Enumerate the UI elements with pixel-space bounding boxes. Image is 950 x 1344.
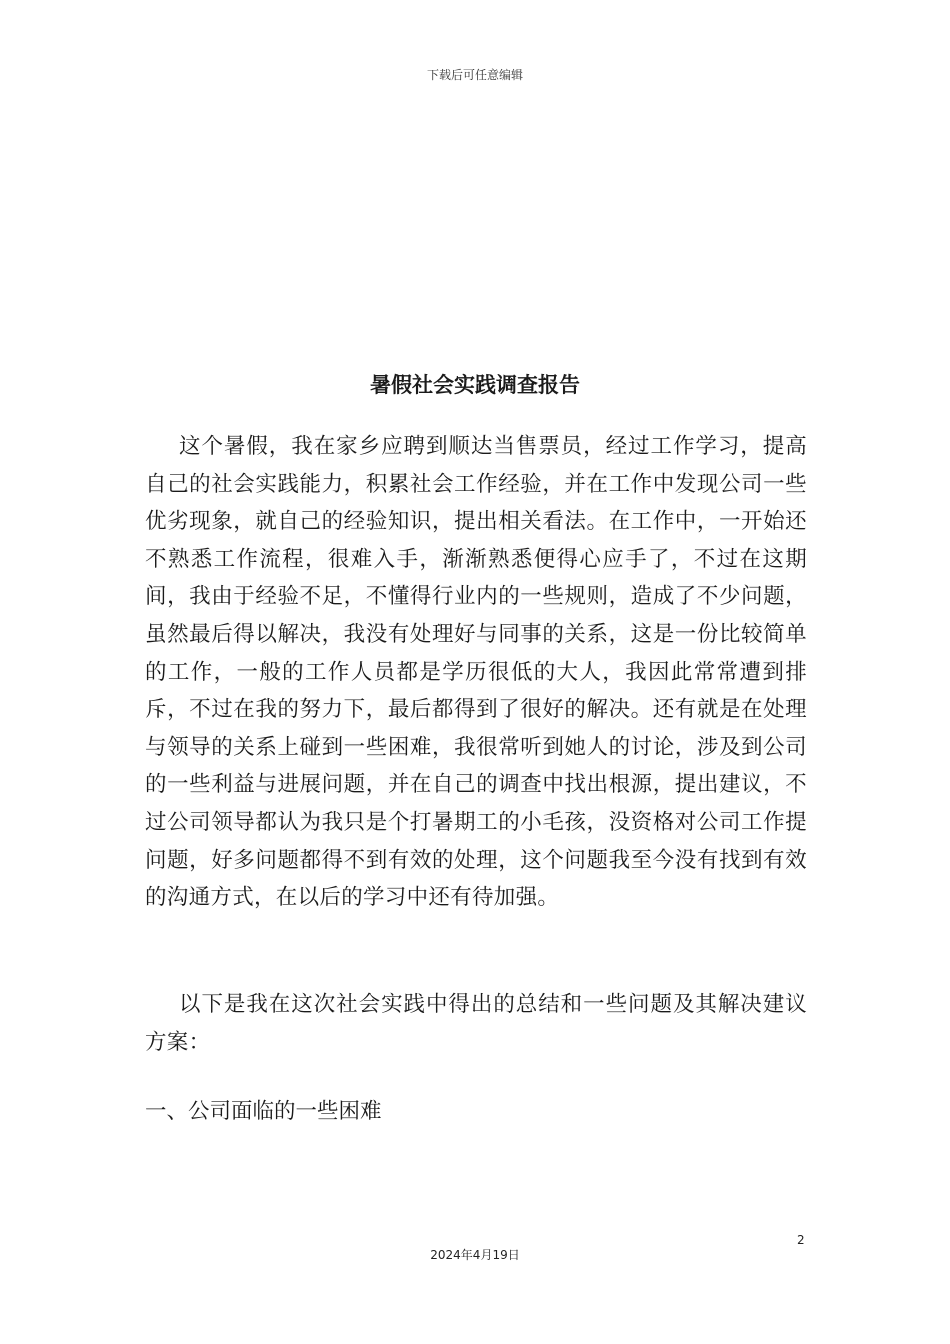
footer-date: 2024年4月19日: [430, 1248, 520, 1262]
document-title: 暑假社会实践调查报告: [370, 373, 580, 397]
page-number: 2: [797, 1233, 805, 1247]
header-note: 下载后可任意编辑: [426, 68, 523, 82]
section-heading: 一、公司面临的一些困难: [145, 1099, 382, 1124]
body-paragraph-1: 这个暑假，我在家乡应聘到顺达当售票员，经过工作学习，提高自己的社会实践能力，积累社会工作经验，并在工作中发现公司一些优劣现象，就自己的经验知识，提出相关看法。在工作中，一开始还不熟悉工作流程，很难入手，渐渐熟悉便得心应手了，不过在这期间，我由于经验不足，不懂得行业内的一些规则，造成了不少问题，虽然最后得以解决，我没有处理好与同事的关系，这是一份比较简单的工作，一般的工作人员都是学历很低的大人，我因此常常遭到排斥，不过在我的努力下，最后都得到了很好的解决。还有就是在处理与领导的关系上碰到一些困难，我很常听到她人的讨论，涉及到公司的一些利益与进展问题，并在自己的调查中找出根源，提出建议，不过公司领导都认为我只是个打暑期工的小毛孩，没资格对公司工作提问题，好多问题都得不到有效的处理，这个问题我至今没有找到有效的沟通方式，在以后的学习中还有待加强。: [145, 434, 807, 911]
body-paragraph-2: 以下是我在这次社会实践中得出的总结和一些问题及其解决建议方案：: [145, 992, 807, 1055]
